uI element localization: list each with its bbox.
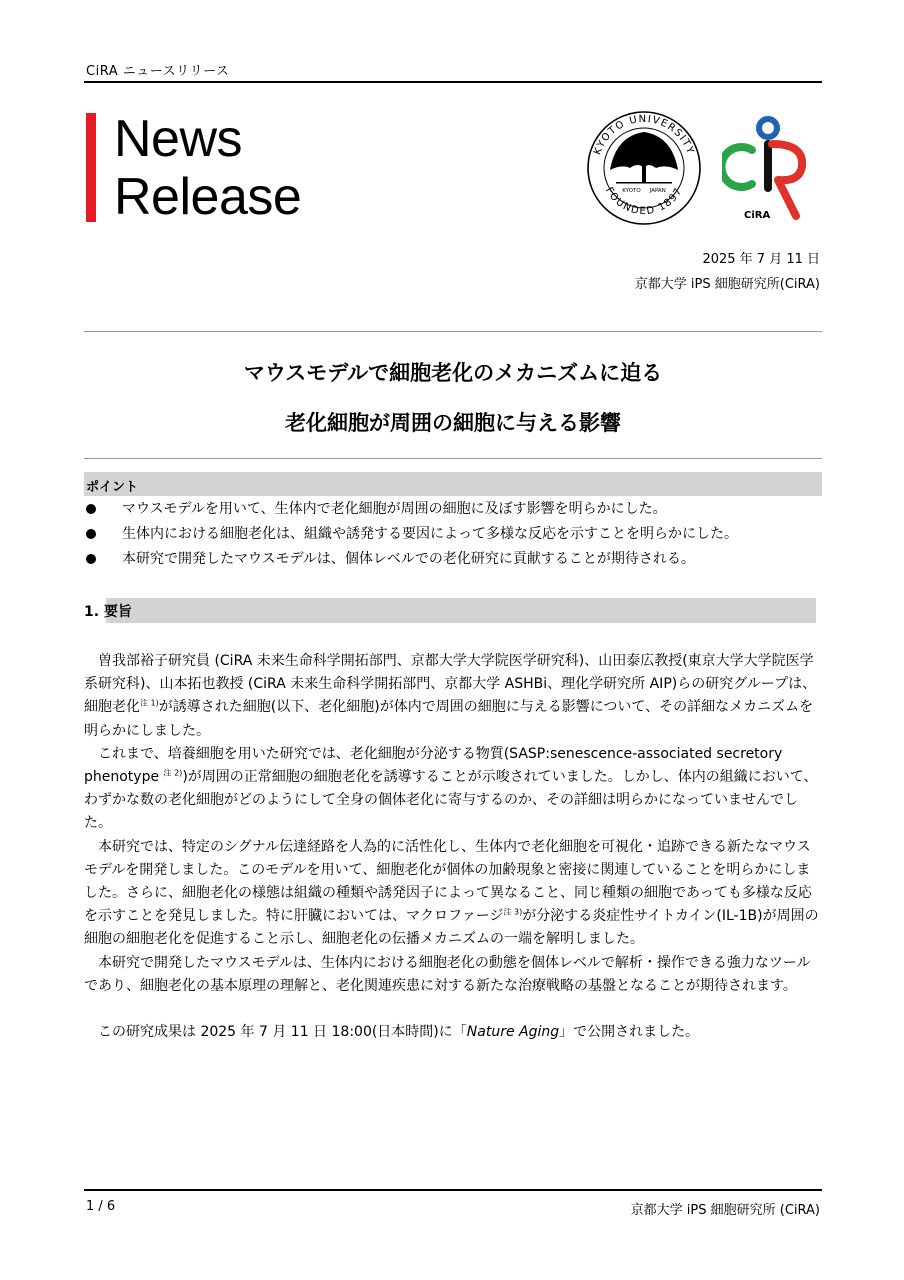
page-number: 1 / 6 xyxy=(86,1199,116,1214)
title-rule-bottom xyxy=(84,458,822,459)
points-list xyxy=(84,497,824,572)
spacer xyxy=(84,998,824,1021)
title-line2: 老化細胞が周囲の細胞に与える影響 xyxy=(285,411,621,435)
list-item: 生体内における細胞老化は、組織や誘発する要因によって多様な反応を示すことを明らかにした。 xyxy=(84,522,824,547)
release-date: 2025 年 7 月 11 日 xyxy=(702,252,820,267)
paragraph-2: これまで、培養細胞を用いた研究では、老化細胞が分泌する物質(SASP:senescence-associated secretory phenotype $^{注 2)}$)が周囲の正常細胞の細胞老化を誘導することが示唆されていました。しかし、体内の組織において、わずかな数の老化細胞がどのようにして全身の個体老化に寄与するのか、その詳細は明らかになっていませんでした。 xyxy=(84,745,818,832)
section-heading-bar xyxy=(106,598,816,623)
news-release-title xyxy=(114,110,301,226)
footer-org: 京都大学 iPS 細胞研究所 (CiRA) xyxy=(630,1203,820,1218)
release-org: 京都大学 iPS 細胞研究所(CiRA) xyxy=(634,277,820,292)
svg-text:KYOTO UNIVERSITY: KYOTO UNIVERSITY xyxy=(592,113,696,157)
title-accent-bar xyxy=(86,113,96,222)
journal-name: Nature Aging xyxy=(466,1024,560,1041)
list-item: マウスモデルを用いて、生体内で老化細胞が周囲の細胞に及ぼす影響を明らかにした。 xyxy=(84,497,824,522)
news-title-line2: Release xyxy=(114,168,302,226)
news-title-line1: News xyxy=(114,110,243,168)
title-line1: マウスモデルで細胞老化のメカニズムに迫る xyxy=(243,361,663,385)
paragraph-4: 本研究で開発したマウスモデルは、生体内における細胞老化の動態を個体レベルで解析・操作できる強力なツールであり、細胞老化の基本原理の理解と、老化関連疾患に対する新たな治療戦略の基盤となることが期待されます。 xyxy=(84,954,811,994)
bullet-icon xyxy=(86,554,96,564)
footer-rule xyxy=(84,1189,822,1191)
svg-text:KYOTO JAPAN: KYOTO JAPAN xyxy=(622,188,666,194)
paragraph-3: 本研究では、特定のシグナル伝達経路を人為的に活性化し、生体内で老化細胞を可視化・追跡できる新たなマウスモデルを開発しました。このモデルを用いて、細胞老化が個体の加齢現象と密接に関連していることを明らかにしました。さらに、細胞老化の様態は組織の種類や誘発因子によって異なること、同じ種類の細胞であっても多様な反応を示すことを発見しました。特に肝臓においては、マクロファージ$^{注 3)}$が分泌する炎症性サイトカイン(IL-1B)が周囲の細胞の細胞老化を促進すること示し、細胞老化の伝播メカニズムの一端を解明しました。 xyxy=(84,838,819,948)
bullet-icon xyxy=(86,504,96,514)
header-rule xyxy=(84,81,822,83)
points-heading: ポイント xyxy=(86,480,139,495)
footnote-ref-3: 注 3) xyxy=(503,907,523,917)
paragraph-1: 曽我部裕子研究員 (CiRA 未来生命科学開拓部門、京都大学大学院医学研究科)、山田泰広教授(東京大学大学院医学系研究科)、山本拓也教授 (CiRA 未来生命科学開拓部門、京都大学 ASHBi、理化学研究所 AIP)らの研究グループは、細胞老化$^{注 1)}$が誘導された細胞(以下、老化細胞)が体内で周囲の細胞に与える影響について、その詳細なメカニズムを明らかにしました。 xyxy=(84,653,817,739)
paragraph-5: この研究成果は 2025 年 7 月 11 日 18:00(日本時間)に「Nature Aging」で公開されました。 xyxy=(84,1024,700,1041)
cira-logo-text: CiRA xyxy=(744,210,771,221)
list-item: 本研究で開発したマウスモデルは、個体レベルでの老化研究に貢献することが期待される。 xyxy=(84,547,824,572)
header-label: CiRA ニュースリリース xyxy=(86,64,230,79)
footnote-ref-1: 注 1) xyxy=(140,698,159,708)
bullet-icon xyxy=(86,529,96,539)
footnote-ref-2: 注 2) xyxy=(163,768,183,778)
title-rule-top xyxy=(84,331,822,332)
kyoto-university-logo xyxy=(586,110,702,226)
svg-text:FOUNDED 1897: FOUNDED 1897 xyxy=(603,185,685,218)
points-heading-bar xyxy=(84,472,822,496)
section-heading-summary: 1. 要旨 xyxy=(84,604,132,620)
summary-body xyxy=(84,650,824,1044)
cira-logo xyxy=(722,114,814,222)
